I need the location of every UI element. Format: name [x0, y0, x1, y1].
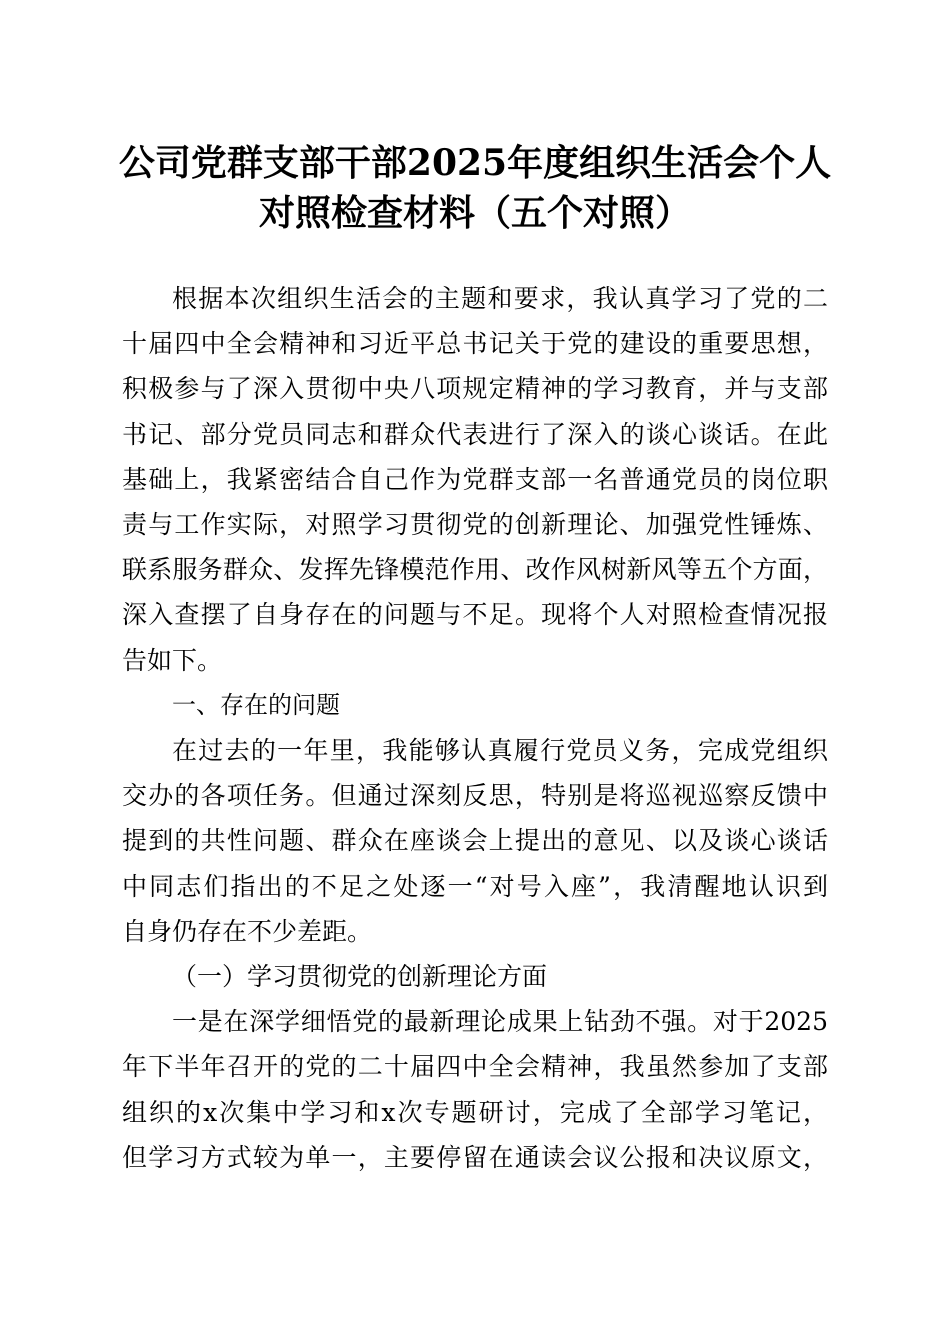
text-line: 责与工作实际，对照学习贯彻党的创新理论、加强党性锤炼、 [122, 510, 828, 540]
text-line: 十届四中全会精神和习近平总书记关于党的建设的重要思想， [122, 329, 828, 359]
section1-paragraph [122, 728, 828, 954]
section-heading-problems: 一、存在的问题 [172, 690, 340, 719]
text-line: 提到的共性问题、群众在座谈会上提出的意见、以及谈心谈话 [122, 826, 828, 856]
text-line: 告如下。 [122, 645, 223, 675]
text-line: 根据本次组织生活会的主题和要求，我认真学习了党的二 [172, 284, 828, 313]
title-line-1: 公司党群支部干部2025年度组织生活会个人 [118, 142, 832, 184]
document-title [118, 138, 832, 238]
text-line: 交办的各项任务。但通过深刻反思，特别是将巡视巡察反馈中 [122, 781, 828, 811]
text-line: 深入查摆了自身存在的问题与不足。现将个人对照检查情况报 [122, 600, 828, 630]
intro-paragraph [122, 276, 828, 683]
text-line: 组织的x次集中学习和x次专题研讨，完成了全部学习笔记， [122, 1097, 828, 1127]
document-body [122, 276, 828, 1180]
text-line: 联系服务群众、发挥先锋模范作用、改作风树新风等五个方面， [122, 555, 828, 585]
text-line: 积极参与了深入贯彻中央八项规定精神的学习教育，并与支部 [122, 374, 828, 404]
text-line: 自身仍存在不少差距。 [122, 916, 373, 946]
title-line-2: 对照检查材料（五个对照） [258, 192, 691, 234]
text-line: 年下半年召开的党的二十届四中全会精神，我虽然参加了支部 [122, 1052, 828, 1082]
text-line: 中同志们指出的不足之处逐一“对号入座”，我清醒地认识到 [122, 871, 828, 901]
text-line: 一是在深学细悟党的最新理论成果上钻劲不强。对于2025 [172, 1007, 828, 1037]
subsection-heading-theory: （一）学习贯彻党的创新理论方面 [172, 962, 548, 992]
subsection1-paragraph [122, 999, 828, 1180]
text-line: 书记、部分党员同志和群众代表进行了深入的谈心谈话。在此 [122, 419, 828, 449]
text-line: 基础上，我紧密结合自己作为党群支部一名普通党员的岗位职 [122, 464, 828, 494]
text-line: 但学习方式较为单一，主要停留在通读会议公报和决议原文， [122, 1142, 828, 1172]
text-line: 在过去的一年里，我能够认真履行党员义务，完成党组织 [172, 736, 828, 766]
